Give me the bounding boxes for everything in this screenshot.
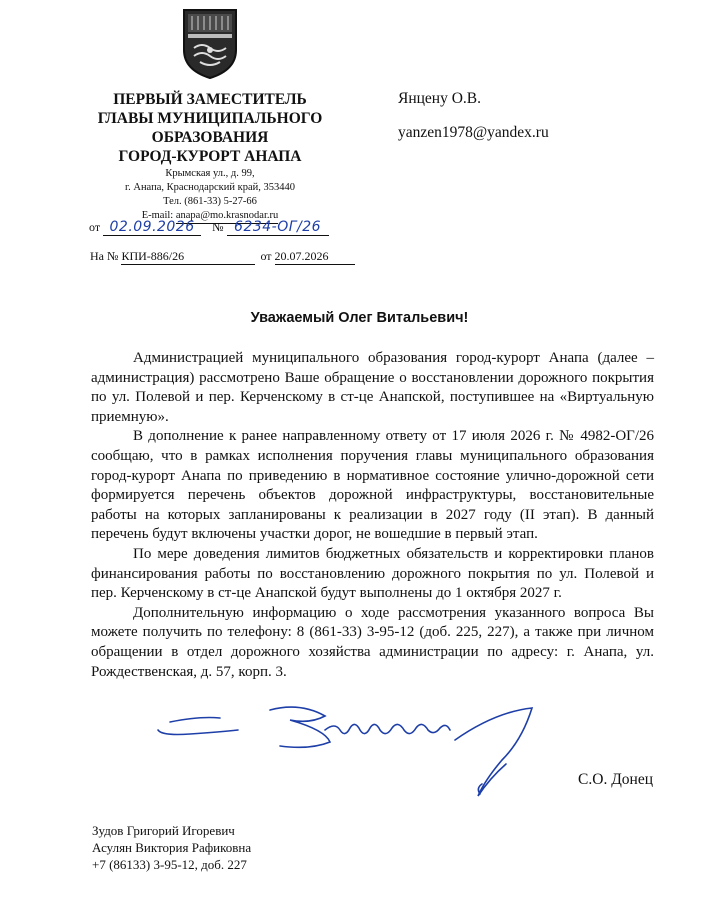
- executor-line: Зудов Григорий Игоревич: [92, 823, 235, 838]
- outgoing-reference: [89, 219, 359, 236]
- executor-contacts: [92, 822, 251, 873]
- org-email: anapa@mo.krasnodar.ru: [176, 209, 278, 224]
- incoming-reference: [90, 249, 355, 265]
- org-title-line: ОБРАЗОВАНИЯ: [151, 129, 269, 146]
- recipient-name: Янцену О.В.: [398, 90, 482, 107]
- salutation: Уважаемый Олег Витальевич!: [250, 310, 469, 326]
- org-title: [60, 90, 360, 166]
- org-title-line: ГОРОД-КУРОРТ АНАПА: [118, 148, 302, 165]
- recipient-email: yanzen1978@yandex.ru: [398, 124, 549, 141]
- handwritten-date: 02.09.2026: [103, 219, 201, 236]
- address-line: Тел. (861-33) 5-27-66: [163, 196, 257, 207]
- signatory-name: С.О. Донец: [578, 771, 653, 788]
- incoming-date: 20.07.2026: [275, 249, 355, 265]
- incoming-number: КПИ-886/26: [121, 249, 255, 265]
- body-paragraph: По мере доведения лимитов бюджетных обязательств и корректировки планов финансирования работы по восстановлению дорожного покрытия по ул. Полевой и пер. Керченскому в ст-це Анапской будут выполнены до 1 октября 2027 г.: [91, 545, 654, 602]
- executor-phone: +7 (86133) 3-95-12, доб. 227: [92, 857, 247, 872]
- org-title-line: ПЕРВЫЙ ЗАМЕСТИТЕЛЬ: [113, 91, 307, 108]
- email-label: E-mail:: [141, 210, 176, 221]
- body-paragraph: Администрацией муниципального образования город-курорт Анапа (далее – администрация) рассмотрено Ваше обращение о восстановлении дорожного покрытия по ул. Полевой и пер. Керченскому в ст-це Анапской, поступившее на «Виртуальную приемную».: [91, 350, 654, 425]
- handwritten-number: 6234-ОГ/26: [227, 219, 329, 236]
- body-paragraph: В дополнение к ранее направленному ответу от 17 июля 2026 г. № 4982-ОГ/26 сообщаю, что в рамках исполнения поручения главы муниципального образования город-курорт Анапа по приведению в нормативное состояние улично-дорожной сети формируется перечень объектов дорожной инфраструктуры, восстановительные работы на которых запланированы к реализации в 2027 году (II этап). В данный перечень будут включены участки дорог, не вошедшие в первый этап.: [91, 428, 654, 543]
- date-prefix: от: [89, 220, 101, 234]
- executor-line: Асулян Виктория Рафиковна: [92, 840, 252, 855]
- coat-of-arms-icon: [180, 6, 240, 80]
- incoming-date-prefix: от: [260, 249, 272, 263]
- handwritten-signature: [150, 700, 570, 810]
- org-title-line: ГЛАВЫ МУНИЦИПАЛЬНОГО: [97, 110, 323, 127]
- address-line: Крымская ул., д. 99,: [165, 168, 255, 179]
- address-line: г. Анапа, Краснодарский край, 353440: [124, 182, 296, 193]
- org-address: [60, 167, 360, 224]
- body-paragraph: Дополнительную информацию о ходе рассмотрения указанного вопроса Вы можете получить по телефону: 8 (861-33) 3-95-12 (доб. 225, 227), а также при личном обращении в отдел дорожного хозяйства администрации по адресу: г. Анапа, ул. Рождественская, д. 57, корп. 3.: [91, 604, 654, 680]
- incoming-prefix: На №: [90, 249, 119, 263]
- letter-body: [91, 349, 654, 682]
- number-prefix: №: [212, 220, 224, 234]
